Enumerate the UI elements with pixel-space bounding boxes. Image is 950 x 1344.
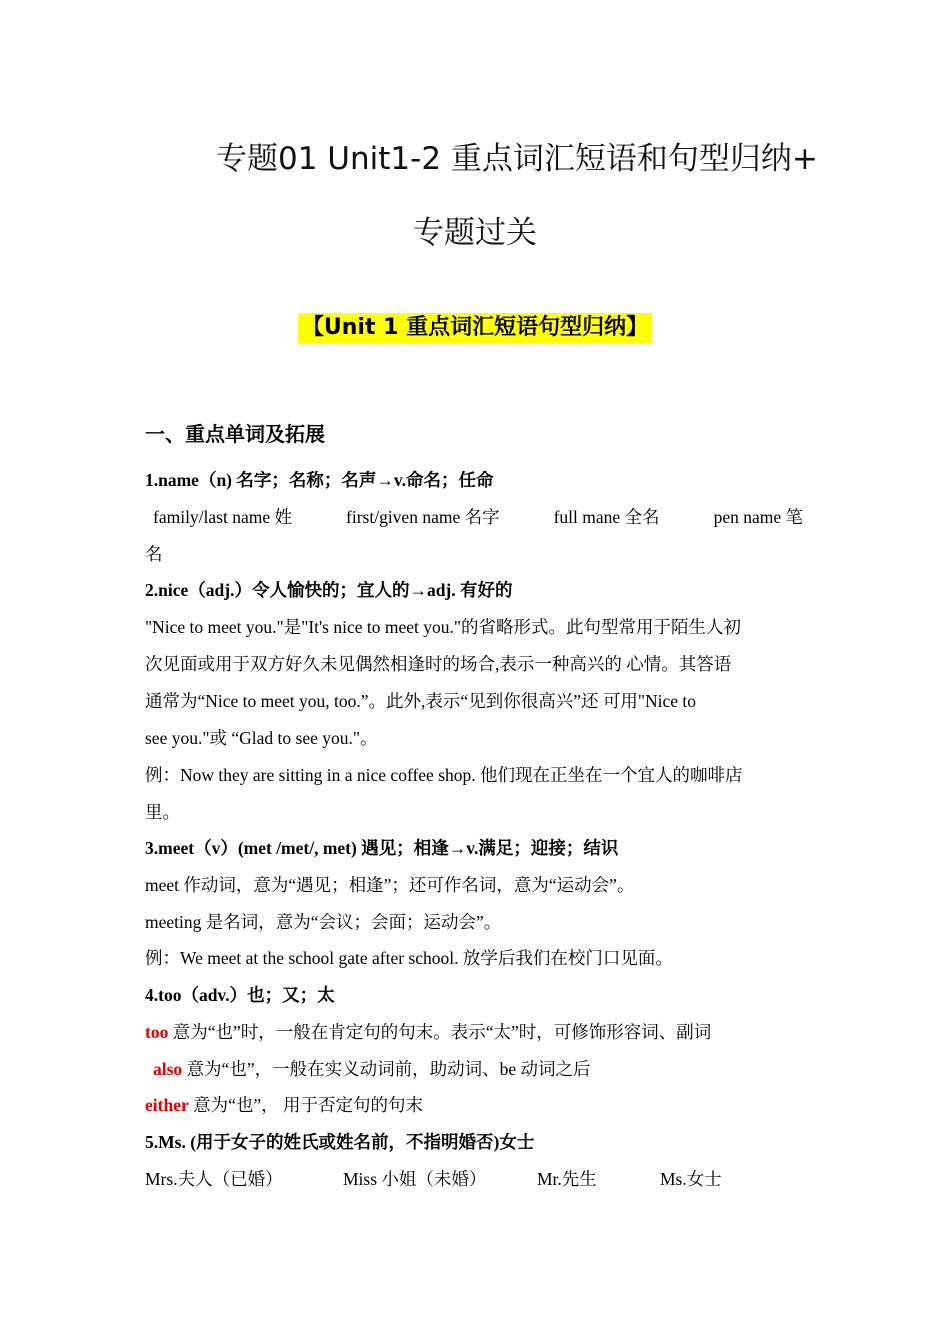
section-heading: 一、重点单词及拓展 bbox=[145, 422, 325, 446]
too-explanation: 意为“也”时，一般在肯定句的句末。表示“太”时，可修饰形容词、副词 bbox=[168, 1022, 712, 1042]
entry-3-heading: 3.meet（v）(met /met/, met) 遇见；相逢→v.满足；迎接；结识 bbox=[145, 838, 619, 858]
entry-2-example-line-1: 例：Now they are sitting in a nice coffee shop. 他们现在正坐在一个宜人的咖啡店 bbox=[145, 765, 743, 785]
name-type-family: family/last name 姓 bbox=[153, 507, 292, 527]
document-title-line-2: 专题过关 bbox=[413, 215, 537, 251]
also-explanation: 意为“也”，一般在实义动词前，助动词、be 动词之后 bbox=[182, 1059, 591, 1079]
entry-3-paragraph-line-2: meeting 是名词，意为“会议；会面；运动会”。 bbox=[145, 912, 502, 932]
entry-2-paragraph-line-4: see you."或 “Glad to see you."。 bbox=[145, 728, 378, 748]
name-type-pen: pen name 笔 bbox=[713, 507, 803, 527]
entry-5-heading: 5.Ms. (用于女子的姓氏或姓名前，不指明婚否)女士 bbox=[145, 1132, 535, 1152]
keyword-either: either bbox=[145, 1095, 189, 1115]
title-ms: Ms.女士 bbox=[660, 1169, 722, 1189]
entry-2-heading: 2.nice（adj.）令人愉快的；宜人的→adj. 有好的 bbox=[145, 580, 513, 600]
document-title-line-1: 专题01 Unit1-2 重点词汇短语和句型归纳+ bbox=[216, 141, 818, 177]
entry-1-names-row bbox=[153, 505, 803, 529]
entry-2-paragraph-line-1: "Nice to meet you."是"It's nice to meet you."的省略形式。此句型常用于陌生人初 bbox=[145, 617, 742, 637]
entry-1-names-wrap: 名 bbox=[145, 544, 163, 564]
entry-2-example-line-2: 里。 bbox=[145, 802, 180, 822]
entry-1-heading: 1.name（n) 名字；名称；名声→v.命名；任命 bbox=[145, 470, 494, 490]
title-miss: Miss 小姐（未婚） bbox=[343, 1169, 487, 1189]
entry-4-either-line bbox=[145, 1093, 810, 1117]
entry-4-also-line bbox=[153, 1057, 818, 1081]
entry-4-heading: 4.too（adv.）也；又；太 bbox=[145, 985, 335, 1005]
title-mrs: Mrs.夫人（已婚） bbox=[145, 1169, 283, 1189]
keyword-too: too bbox=[145, 1022, 169, 1042]
entry-3-paragraph-line-1: meet 作动词，意为“遇见；相逢”；还可作名词，意为“运动会”。 bbox=[145, 875, 635, 895]
name-type-given: first/given name 名字 bbox=[346, 507, 500, 527]
entry-2-paragraph-line-2: 次见面或用于双方好久未见偶然相逢时的场合,表示一种高兴的 心情。其答语 bbox=[145, 654, 732, 674]
unit-heading-container bbox=[0, 313, 950, 343]
unit-heading: 【Unit 1 重点词汇短语句型归纳】 bbox=[298, 313, 652, 343]
entry-2-paragraph-line-3: 通常为“Nice to meet you, too.”。此外,表示“见到你很高兴”还 可用"Nice to bbox=[145, 691, 697, 711]
entry-5-titles-row bbox=[145, 1167, 810, 1191]
name-type-full: full mane 全名 bbox=[553, 507, 660, 527]
entry-3-example: 例：We meet at the school gate after school. 放学后我们在校门口见面。 bbox=[145, 948, 673, 968]
title-mr: Mr.先生 bbox=[537, 1169, 597, 1189]
either-explanation: 意为“也”， 用于否定句的句末 bbox=[188, 1095, 424, 1115]
entry-4-too-line bbox=[145, 1020, 810, 1044]
keyword-also: also bbox=[153, 1059, 183, 1079]
